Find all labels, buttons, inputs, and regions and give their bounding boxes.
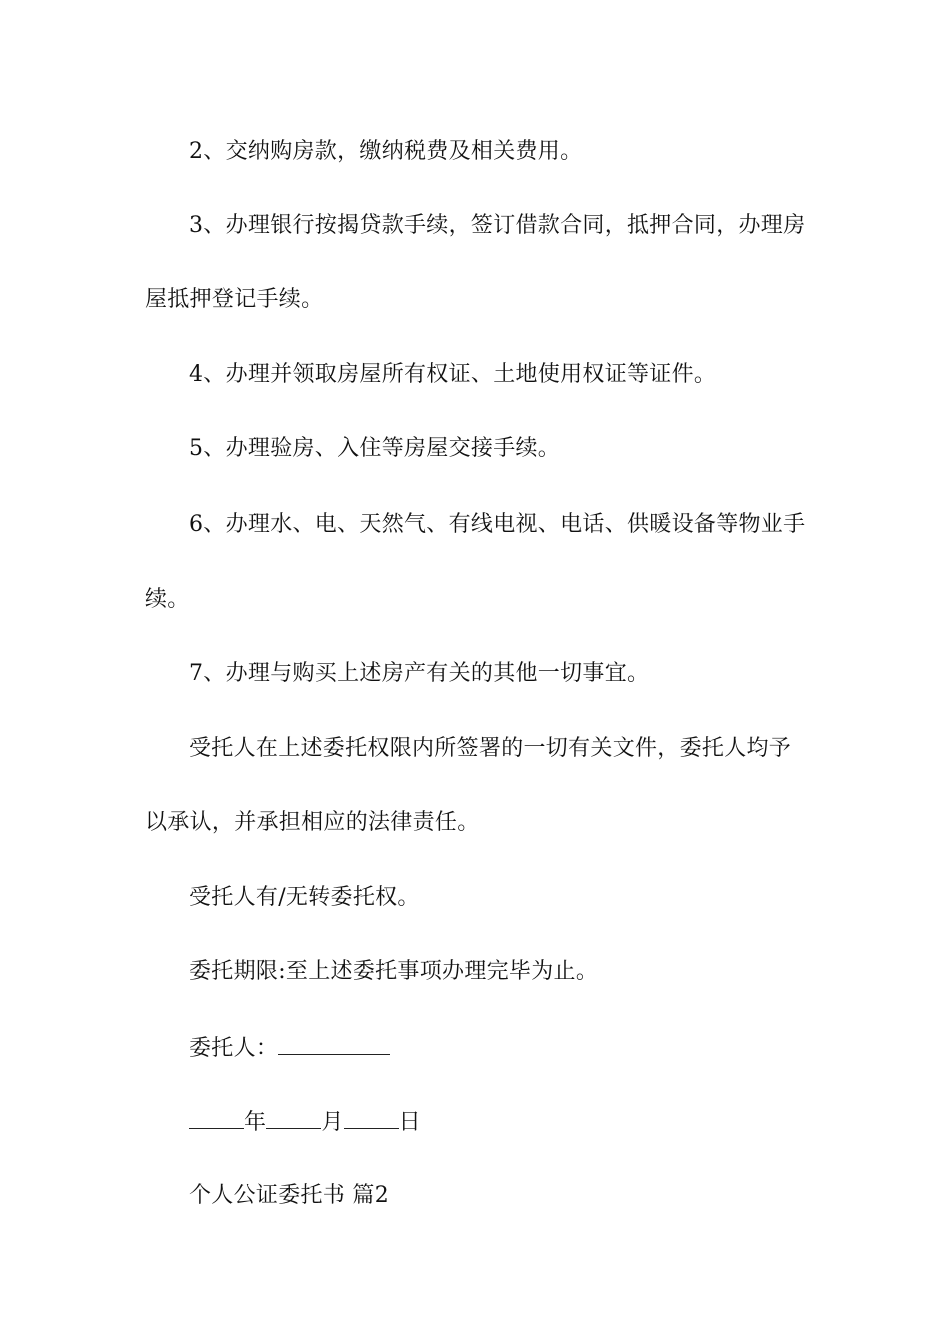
paragraph-item-3-line-2: 屋抵押登记手续。 — [145, 287, 324, 312]
paragraph-item-6-line-1: 6、办理水、电、天然气、有线电视、电话、供暖设备等物业手 — [189, 512, 806, 537]
paragraph-item-5: 5、办理验房、入住等房屋交接手续。 — [189, 436, 561, 461]
paragraph-delegation-period: 委托期限:至上述委托事项办理完毕为止。 — [189, 959, 599, 984]
paragraph-item-3-line-1: 3、办理银行按揭贷款手续，签订借款合同，抵押合同，办理房 — [189, 213, 806, 238]
day-label: 日 — [398, 1110, 421, 1135]
paragraph-item-4: 4、办理并领取房屋所有权证、土地使用权证等证件。 — [189, 362, 717, 387]
paragraph-item-2: 2、交纳购房款，缴纳税费及相关费用。 — [189, 139, 583, 164]
paragraph-recognition-line-2: 以承认，并承担相应的法律责任。 — [145, 810, 480, 835]
paragraph-item-6-line-2: 续。 — [145, 587, 190, 612]
signature-label: 委托人： — [189, 1036, 279, 1061]
month-label: 月 — [321, 1110, 344, 1135]
day-blank — [344, 1106, 399, 1129]
signature-blank — [278, 1032, 390, 1055]
paragraph-item-7: 7、办理与购买上述房产有关的其他一切事宜。 — [189, 661, 650, 686]
year-label: 年 — [244, 1110, 267, 1135]
year-blank — [189, 1106, 244, 1129]
section-title: 个人公证委托书 篇2 — [189, 1183, 389, 1208]
date-line — [145, 1106, 859, 1138]
month-blank — [266, 1106, 321, 1129]
signature-line — [145, 1032, 859, 1064]
paragraph-recognition-line-1: 受托人在上述委托权限内所签署的一切有关文件，委托人均予 — [189, 736, 792, 761]
paragraph-sub-delegation: 受托人有/无转委托权。 — [189, 885, 420, 910]
